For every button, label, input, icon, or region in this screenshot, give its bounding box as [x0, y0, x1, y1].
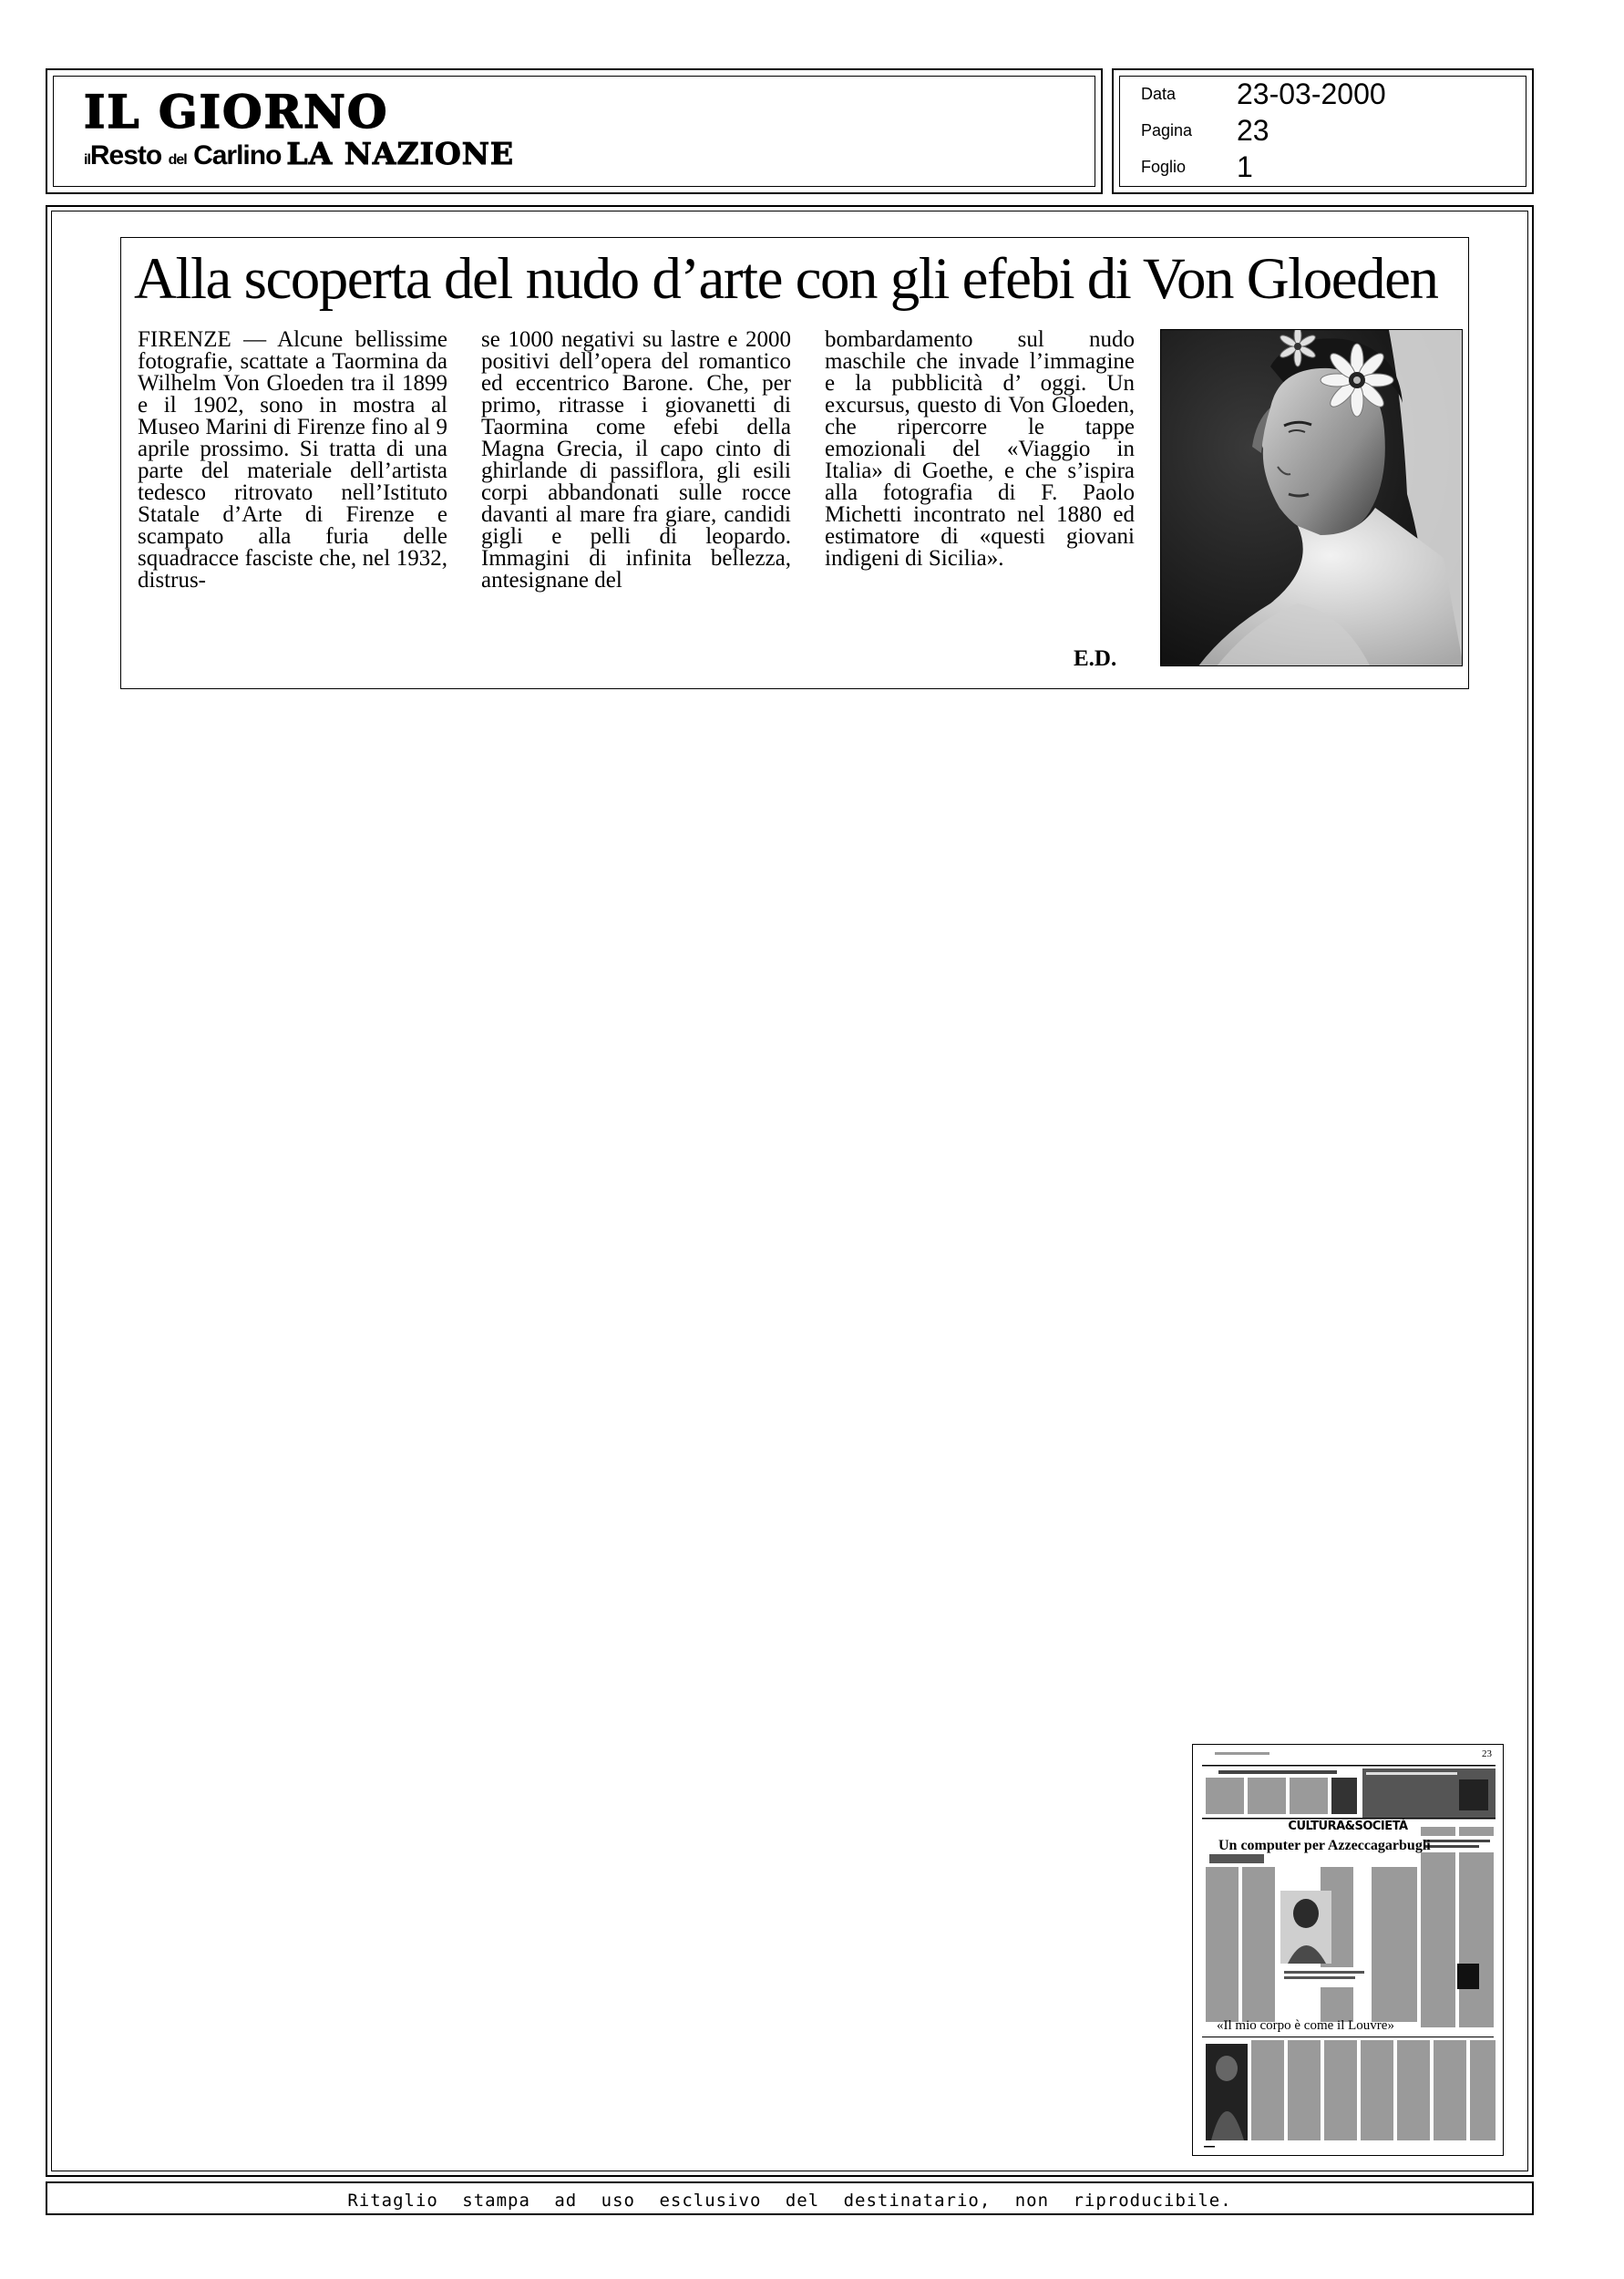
- masthead: [46, 68, 1103, 194]
- footer-notice: Ritaglio stampa ad uso esclusivo del destinatario, non riproducibile.: [347, 2191, 1232, 2211]
- meta-foglio-row: Foglio 1: [1141, 150, 1253, 183]
- article-headline: Alla scoperta del nudo d’arte con gli efebi di Von Gloeden: [134, 246, 1438, 312]
- article-column-2: se 1000 negativi su lastre e 2000 positivi dell’opera del romantico ed eccentrico Barone. Che, per primo, ritrasse i giovanetti di Taormina come efebi della Magna Grecia, il capo cinto di ghirlande di passiflora, gli esili corpi abbandonati sulle rocce davanti al mare fra giare, candidi gigli e pelli di leopardo. Immagini di infinita bellezza, antesignane del: [481, 327, 791, 593]
- thumbnail-headline-top: Un computer per Azzeccagarbugli: [1218, 1838, 1431, 1853]
- masthead-second-line: ilResto del Carlino LA NAZIONE: [84, 136, 515, 171]
- article-byline: E.D.: [1074, 646, 1117, 671]
- masthead-la-nazione: LA NAZIONE: [286, 136, 515, 171]
- article: [120, 237, 1469, 689]
- flower-icon: [1321, 344, 1393, 417]
- thumbnail-photo-bottom: [1206, 2044, 1248, 2140]
- meta-box: [1112, 68, 1534, 194]
- page-thumbnail: [1192, 1744, 1504, 2156]
- thumbnail-page-number: 23: [1482, 1748, 1492, 1759]
- article-column-1: FIRENZE — Alcune bellissime fotografie, scattate a Taormina da Wilhelm Von Gloeden tra il 1899 e il 1902, sono in mostra al Museo Marini di Firenze fino al 9 aprile prossimo. Si tratta di una parte del materiale dell’artista tedesco ritrovato nell’Istituto Statale d’Arte di Firenze e scampato alla furia delle squadracce fasciste che, nel 1932, distrus-: [138, 327, 447, 593]
- thumbnail-headline-bottom: «Il mio corpo è come il Louvre»: [1217, 2018, 1394, 2033]
- thumbnail-section-title: CULTURA&SOCIETÀ: [1288, 1820, 1408, 1833]
- article-column-3: bombardamento sul nudo maschile che invade l’immagine e la pubblicità d’ oggi. Un excursus, questo di Von Gloeden, che ripercorre le tappe emozionali del «Viaggio in Italia» di Goethe, e che s’ispira alla fotografia di F. Paolo Michetti incontrato nel 1880 ed estimatore di «questi giovani indigeni di Sicilia».: [825, 327, 1135, 571]
- meta-data-row: Data 23-03-2000: [1141, 77, 1386, 110]
- footer: [46, 2181, 1534, 2215]
- meta-pagina-row: Pagina 23: [1141, 114, 1269, 147]
- masthead-il-giorno: IL GIORNO: [84, 85, 389, 139]
- header: [46, 68, 1534, 196]
- article-photo: [1160, 329, 1463, 666]
- thumbnail-photo-top: [1280, 1891, 1331, 1964]
